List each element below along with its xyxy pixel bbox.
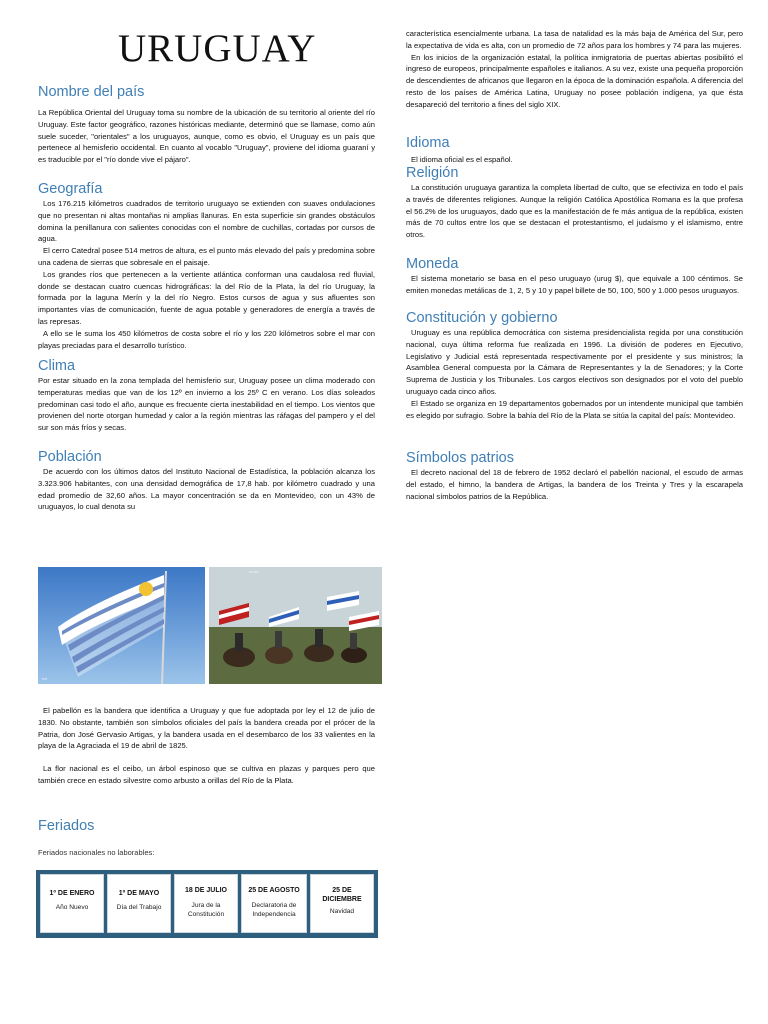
nombre-text: La República Oriental del Uruguay toma su nombre de la ubicación de su territorio al oriente del río Uruguay. Este factor geográfico, razones históricas mediante, determinó que se llamase, como aún suele suceder, "orientales" a los uruguayos, aunque, como es obvio, el Uruguay es un país que pertenece al hemisferio occidental. En cuanto al vocablo "Uruguay", proviene del idioma guaraní y es traducible por el "río donde vive el pájaro". [38,108,375,165]
moneda-text: El sistema monetario se basa en el peso uruguayo (urug $), que equivale a 100 céntimos. Se emiten monedas metálicas de 1, 2, 5 y 10 y papel billete de 50, 100, 500 y 1.000 pesos uruguayos. [406,274,743,295]
heading-moneda: Moneda [406,256,459,272]
religion-text: La constitución uruguaya garantiza la completa libertad de culto, que se efectiviza en todo el país a través de diferentes religiones. Aunque la religión Católica Apostólica Romana es la que profesa el 56.2% de los uruguayos, dado que es la manifestación de fe más antigua de la república, existen más de 70 cultos entre los que se destacan el protestantismo, el judaísmo y el islamismo, entre otros. [406,183,743,240]
holiday-date: 25 DE DICIEMBRE [322,887,362,903]
section-constitucion [406,310,743,421]
geografia-p2: El cerro Catedral posee 514 metros de altura, es el punto más elevado del país y predomina sobre una cadena de sierras que sobresale en el paisaje. [38,246,375,267]
holiday-date: 25 DE AGOSTO [248,887,300,894]
holiday-name: Navidad [329,908,355,915]
geografia-p3: Los grandes ríos que pertenecen a la vertiente atlántica conforman una caudalosa red fluvial, donde se destacan cuatro cuencas hidrográficas: la del Río de la Plata, la del río Uruguay, la formada por la laguna Merín y la del río Negro. Estos cursos de agua y sus afluentes son importantes vías de comunicación, fuente de agua potable y generadores de energía a través de las represas. [38,269,375,326]
heading-idioma: Idioma [406,135,450,151]
heading-religion: Religión [406,165,459,181]
photo-credit-left: ▪▪▪▪ [42,677,47,681]
holiday-name: Declaratoria de Independencia [251,902,297,918]
holiday-date: 1º DE MAYO [118,890,160,897]
section-pabellon [38,705,375,787]
holiday-name: Jura de la Constitución [187,902,225,918]
heading-nombre: Nombre del país [38,84,145,100]
photo-caption-top: ▪▪▪ ▪▪▪▪ [249,570,259,574]
heading-simbolos: Símbolos patrios [406,450,514,466]
pabellon-p2: La flor nacional es el ceibo, un árbol espinoso que se cultiva en plazas y parques pero que también crece en estado silvestre como arbusto a orillas del Río de la Plata. [38,764,375,785]
heading-feriados: Feriados [38,818,95,834]
geografia-p4: A ello se le suma los 450 kilómetros de costa sobre el río y los 220 kilómetros sobre el mar con playas preciadas para el desarrollo turístico. [38,328,375,350]
flag-photo [38,567,205,684]
page-title: URUGUAY [118,27,317,70]
constitucion-p2: El Estado se organiza en 19 departamentos gobernados por un intendente municipal que también es elegido por sufragio. Sobre la bahía del Río de la Plata se sitúa la capital del país: Montevideo. [406,398,743,420]
horse-riders-icon [209,567,382,684]
section-idioma [406,135,743,166]
section-moneda [406,256,743,297]
uruguay-flag-icon [38,567,205,684]
poblacion-p2: En los inicios de la organización estatal, la política inmigratoria de puertas abiertas posibilitó el ingreso de europeos, principalmente españoles e italianos. A su vez, existe una pequeña proporción de descendientes de africanos que llegaron en la época de la dominación española. A diferencia del resto de los países de América Latina, Uruguay no posee población indígena, ya que ésta desapareció del territorio a fines del siglo XIX. [406,52,743,109]
feriados-intro: Feriados nacionales no laborables: [38,848,155,857]
heading-constitucion: Constitución y gobierno [406,310,558,326]
section-clima [38,358,375,434]
holiday-date: 18 DE JULIO [184,887,227,894]
holiday-cell [310,874,374,933]
section-feriados [38,818,375,835]
poblacion-cont: característica esencialmente urbana. La tasa de natalidad es la más baja de América del Sur, pero la expectativa de vida es alta, con un promedio de 72 años para los hombres y 74 para las mujeres. [406,29,743,50]
section-geografia [38,181,375,351]
constitucion-p1: Uruguay es una república democrática con sistema presidencialista regida por una constitución nacional, cuya última reforma fue realizada en 1996. La división de poderes en Ejecutivo, Legislativo y Judicial está representada respectivamente por el presidente y sus ministros; la Asamblea General compuesta por la Cámara de Representantes y la de Senadores; y la Corte Suprema de Justicia y los Tribunales. Los cargos electivos son designados por el voto del pueblo uruguayo cada cinco años. [406,328,743,396]
feriados-table [36,870,378,938]
heading-poblacion: Población [38,449,102,465]
pabellon-p1: El pabellón es la bandera que identifica a Uruguay y que fue adoptada por ley el 12 de julio de 1830. No obstante, también son símbolos oficiales del país la bandera creada por el prócer de la Patria, don José Gervasio Artigas, y la bandera usada en el desembarco de los 33 valientes en la playa de la Agraciada el 19 de abril de 1825. [38,706,375,751]
section-nombre [38,84,375,166]
simbolos-text: El decreto nacional del 18 de febrero de 1952 declaró el pabellón nacional, el escudo de armas del estado, el himno, la bandera de Artigas, la bandera de los Treinta y Tres y la escarapela nacional símbolos patrios de la República. [406,468,743,501]
poblacion-text: De acuerdo con los últimos datos del Instituto Nacional de Estadística, la población alcanza los 3.323.906 habitantes, con una densidad demográfica de 17,8 hab. por kilómetro cuadrado y una edad promedio de 32,60 años. La mayor concentración se da en Montevideo, con un 43% de uruguayos, lo cual denota su [38,467,375,512]
holiday-cell [241,874,307,933]
holiday-cell [174,874,238,933]
section-poblacion-cont [406,28,743,111]
holiday-cell [40,874,104,933]
photo-strip [38,567,382,685]
clima-text: Por estar situado en la zona templada del hemisferio sur, Uruguay posee un clima moderado con temperaturas medias que van de los 12º en invierno a los 25º C en verano. Los días soleados predominan casi todo el año, aunque es frecuente cierta inestabilidad en el tiempo. Los vientos que provienen del norte otorgan humedad y calor a la región mientras las ráfagas del pampero y el del sur son más fríos y secas. [38,376,375,433]
gauchos-photo [209,567,382,684]
heading-geografia: Geografía [38,181,103,197]
section-simbolos [406,450,743,502]
holiday-name: Día del Trabajo [116,904,162,911]
geografia-p1: Los 176.215 kilómetros cuadrados de territorio uruguayo se extienden con suaves ondulaciones que no presentan ni altas montañas ni amplias llanuras. En esta superficie sin grandes obstáculos domina la penillanura con salientes conocidas con el nombre de cuchillas, cortadas por cursos de agua. [38,199,375,244]
section-religion [406,165,743,241]
holiday-name: Año Nuevo [55,904,89,911]
holiday-date: 1º DE ENERO [49,890,95,897]
section-poblacion [38,449,375,513]
holiday-cell [107,874,171,933]
idioma-text: El idioma oficial es el español. [411,155,513,164]
heading-clima: Clima [38,358,76,374]
